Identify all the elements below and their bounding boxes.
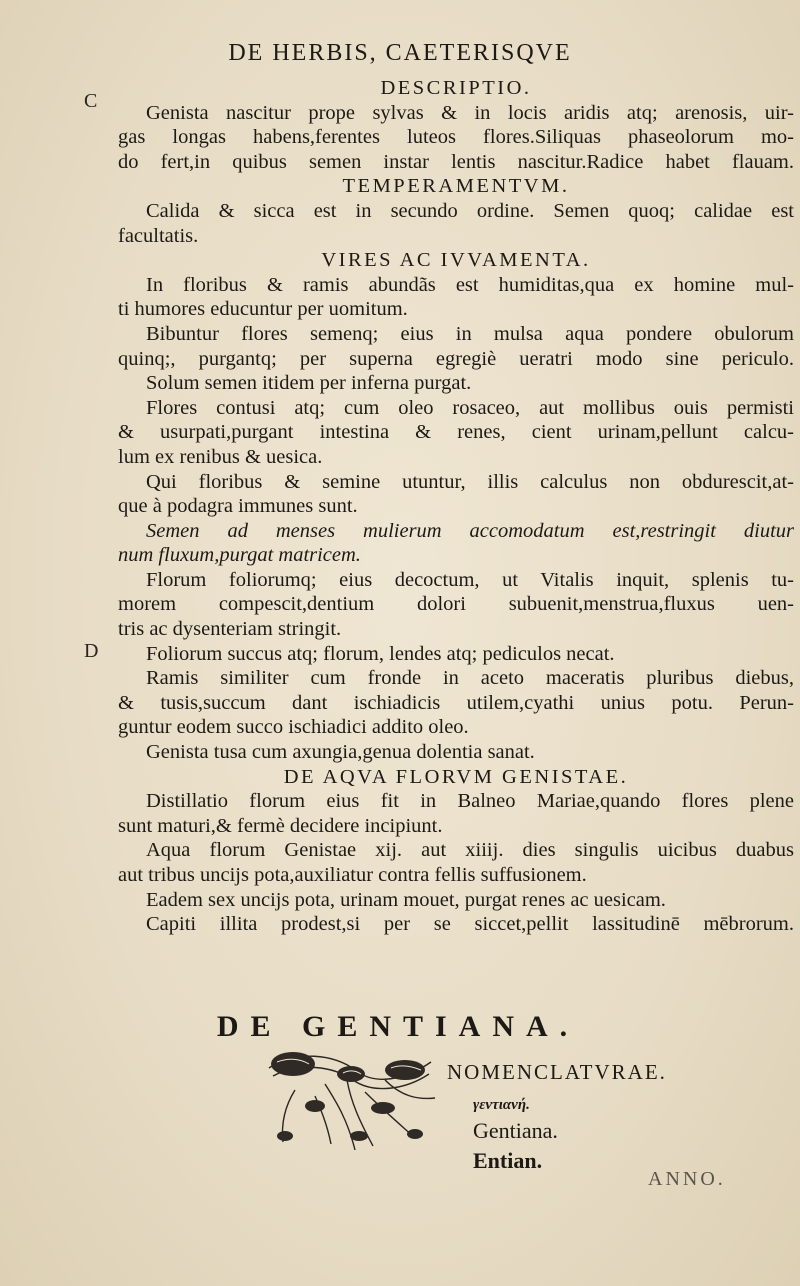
text-line: Aqua florum Genistae xij. aut xiiij. dies singulis uicibus duabus [146,839,794,862]
text-line: Foliorum succus atq; florum, lendes atq; pediculos necat. [146,642,615,665]
text-line: Bibuntur flores semenq; eius in mulsa aqua pondere obulorum [146,322,794,345]
text-line: sunt maturi,& fermè decidere incipiunt. [118,814,443,837]
body-text [118,76,794,937]
text-line: DESCRIPTIO. [380,77,532,99]
catchword: ANNO. [648,1168,726,1190]
margin-letter-c: C [84,90,98,112]
nomenclature-german-name: Entian. [473,1148,543,1173]
text-line: Genista nascitur prope sylvas & in locis aridis atq; arenosis, uir- [146,101,794,124]
text-line: Calida & sicca est in secundo ordine. Semen quoq; calidae est [146,199,794,222]
text-line: guntur eodem succo ischiadici addito oleo. [118,716,469,739]
text-line: DE AQVA FLORVM GENISTAE. [283,765,629,788]
text-line: quinq;, purgantq; per superna egregiè ueratri modo sine periculo. [118,347,794,370]
text-line: tris ac dysenteriam stringit. [118,618,342,641]
nomenclature-title: NOMENCLATVRAE. [447,1060,667,1084]
text-line: Florum foliorumq; eius decoctum, ut Vitalis inquit, splenis tu- [146,568,794,591]
text-line: morem compescit,dentium dolori subuenit,menstrua,fluxus uen- [118,593,794,616]
text-line: que à podagra immunes sunt. [118,495,358,518]
text-line: aut tribus uncijs pota,auxiliatur contra fellis suffusionem. [118,864,587,886]
text-line: lum ex renibus & uesica. [118,445,323,468]
text-line: TEMPERAMENTVM. [342,175,570,198]
text-line: In floribus & ramis abundãs est humiditas,qua ex homine mul- [146,273,794,296]
text-line: num fluxum,purgat matricem. [118,544,361,567]
text-line: Qui floribus & semine utuntur, illis calculus non obdurescit,at- [146,470,794,493]
text-line: Solum semen itidem per inferna purgat. [146,372,472,395]
text-line: ti humores educuntur per uomitum. [118,298,408,321]
text-line: gas longas habens,ferentes luteos flores.Siliquas phaseolorum mo- [118,126,794,149]
text-line: Ramis similiter cum fronde in aceto maceratis pluribus diebus, [146,667,794,690]
nomenclature-greek-name: γεντιανή. [473,1097,530,1113]
gentian-woodcut-image [255,1040,443,1160]
text-line: & tusis,succum dant ischiadicis utilem,cyathi unius potu. Perun- [118,691,794,714]
text-line: & usurpati,purgant intestina & renes, cient urinam,pellunt calcu- [118,421,794,444]
running-head: DE HERBIS, CAETERISQVE [228,40,572,66]
section-title: DE GENTIANA. [216,1010,580,1043]
text-line: facultatis. [118,224,199,247]
text-line: Distillatio florum eius fit in Balneo Mariae,quando flores plene [146,790,794,813]
text-line: Eadem sex uncijs pota, urinam mouet, purgat renes ac uesicam. [146,888,666,911]
nomenclature-block [447,1058,747,1176]
text-line: Genista tusa cum axungia,genua dolentia sanat. [146,741,535,764]
text-line: Capiti illita prodest,si per se siccet,pellit lassitudinē mēbrorum. [146,913,794,936]
text-line: do fert,in quibus semen instar lentis nascitur.Radice habet flauam. [118,150,794,173]
text-line: Semen ad menses mulierum accomodatum est,restringit diutur [146,519,794,542]
text-line: VIRES AC IVVAMENTA. [321,249,591,272]
margin-letter-d: D [84,640,99,662]
text-line: Flores contusi atq; cum oleo rosaceo, aut mollibus ouis permisti [146,396,794,419]
nomenclature-latin-name: Gentiana. [473,1118,558,1143]
